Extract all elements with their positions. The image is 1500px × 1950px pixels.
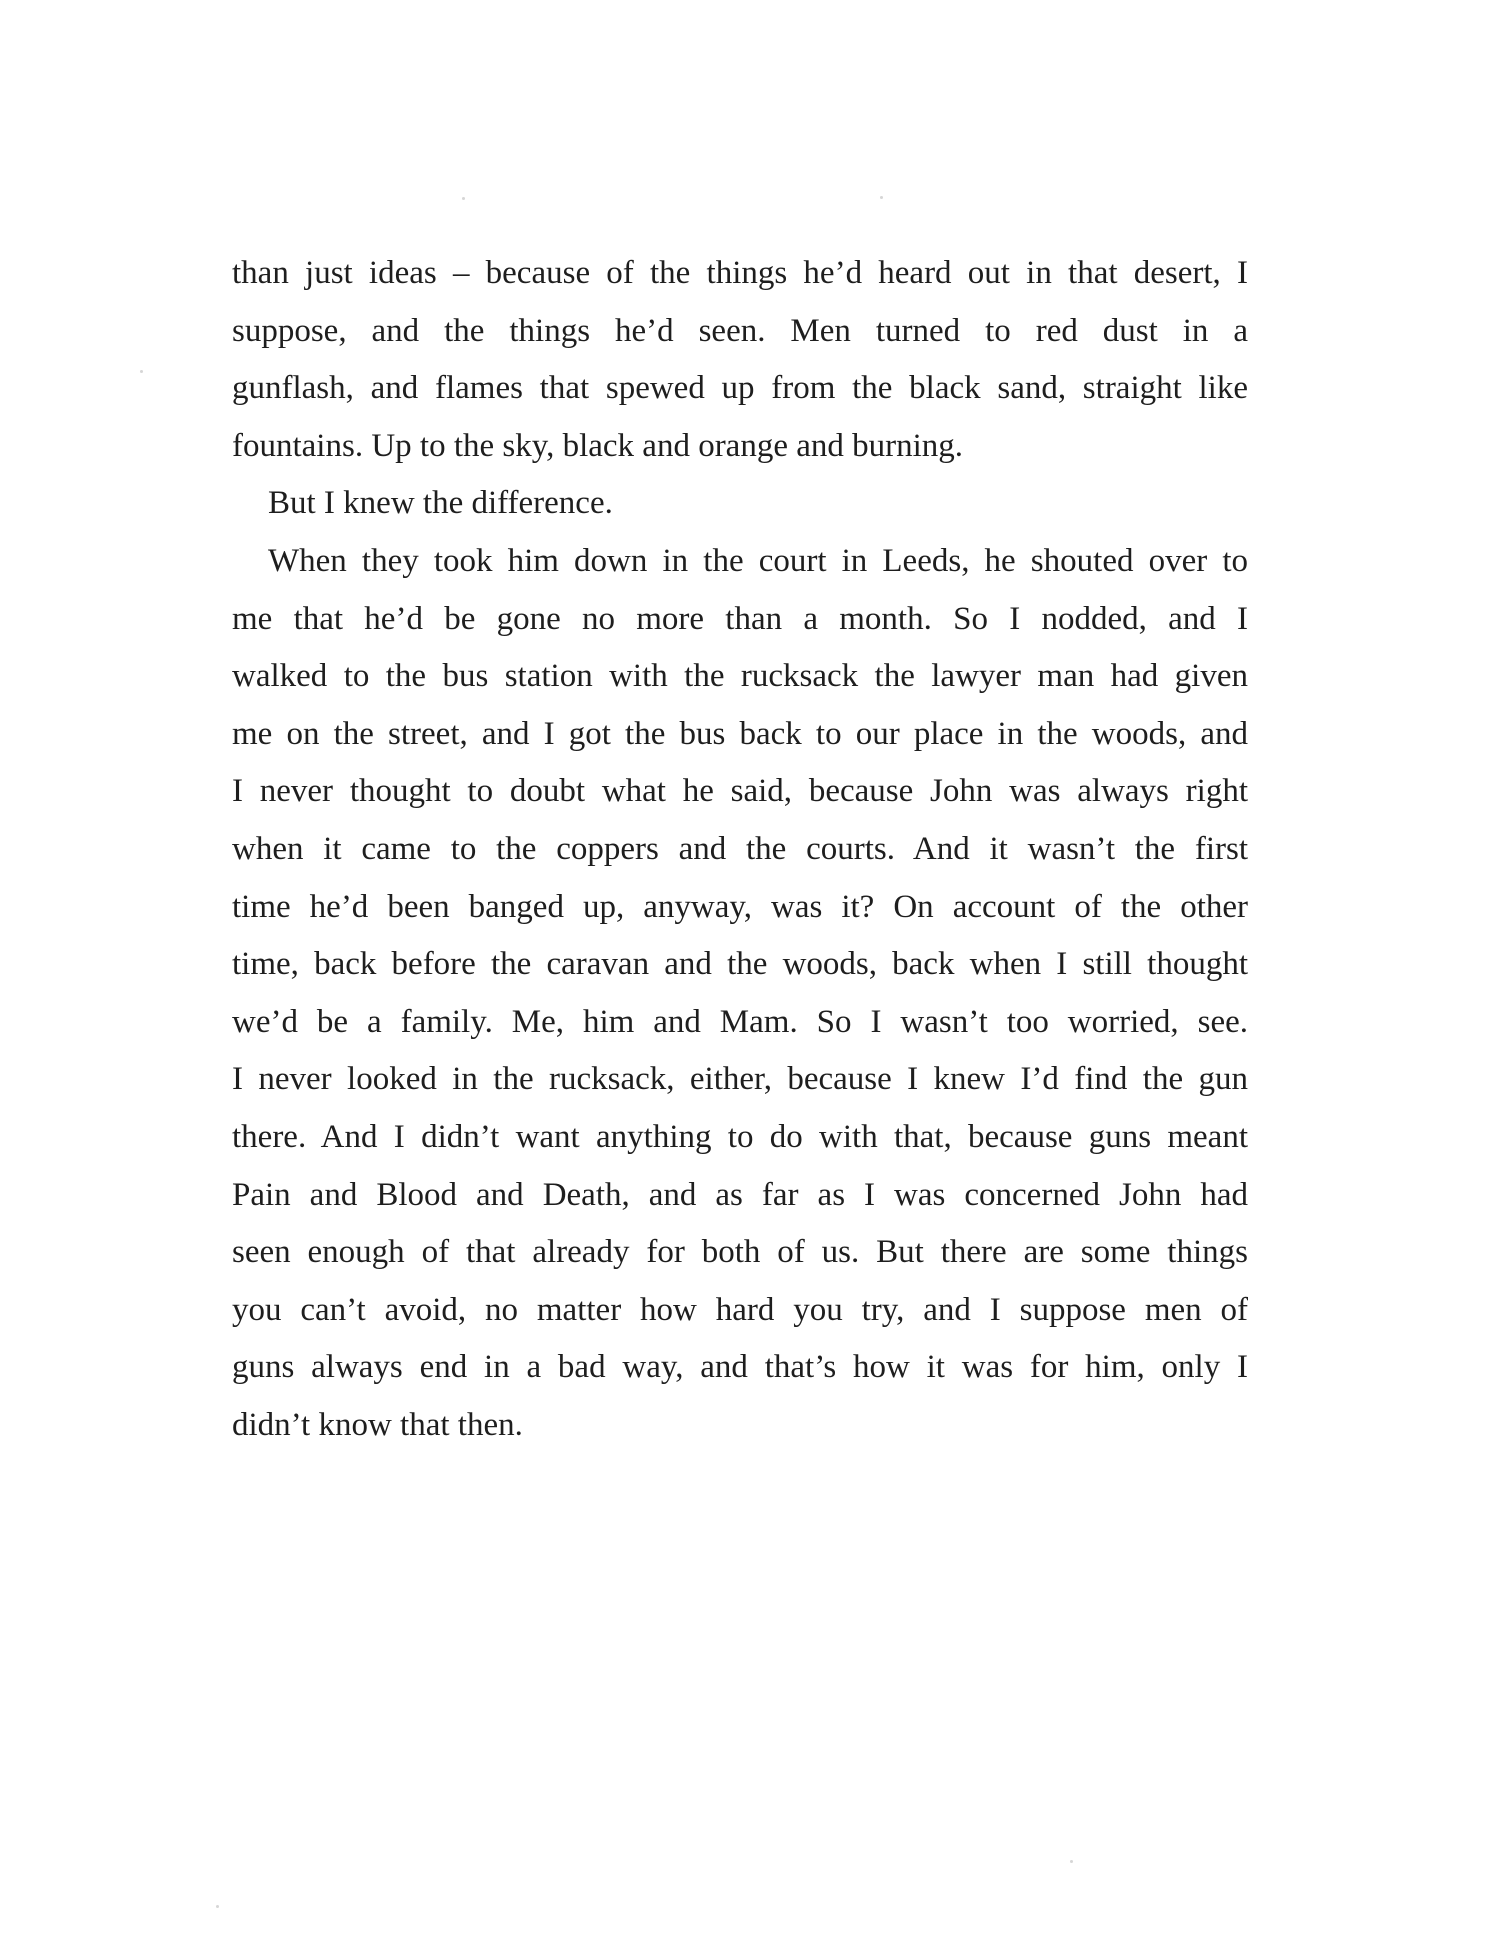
text-line: time, back before the caravan and the woods, back when I still thought bbox=[232, 946, 1248, 983]
text-line: you can’t avoid, no matter how hard you try, and I suppose men of bbox=[232, 1291, 1248, 1328]
text-line: gunflash, and flames that spewed up from the black sand, straight like bbox=[232, 370, 1248, 407]
text-line: But I knew the difference. bbox=[268, 485, 613, 522]
text-line: walked to the bus station with the rucksack the lawyer man had given bbox=[232, 658, 1248, 695]
scan-speck bbox=[880, 196, 883, 199]
scan-speck bbox=[216, 1905, 219, 1908]
text-line: seen enough of that already for both of us. But there are some things bbox=[232, 1234, 1248, 1271]
text-line: than just ideas – because of the things he’d heard out in that desert, I bbox=[232, 255, 1248, 291]
text-line: I never thought to doubt what he said, because John was always right bbox=[232, 773, 1248, 810]
scan-speck bbox=[462, 197, 465, 200]
text-line: Pain and Blood and Death, and as far as I was concerned John had bbox=[232, 1176, 1248, 1213]
text-line: there. And I didn’t want anything to do with that, because guns meant bbox=[232, 1118, 1248, 1155]
text-line: time he’d been banged up, anyway, was it? On account of the other bbox=[232, 888, 1248, 925]
text-line: guns always end in a bad way, and that’s how it was for him, only I bbox=[232, 1349, 1248, 1386]
text-line: when it came to the coppers and the courts. And it wasn’t the first bbox=[232, 830, 1248, 867]
text-line: we’d be a family. Me, him and Mam. So I wasn’t too worried, see. bbox=[232, 1003, 1248, 1040]
text-line: me that he’d be gone no more than a month. So I nodded, and I bbox=[232, 600, 1248, 637]
scan-speck bbox=[1070, 1860, 1073, 1863]
text-line: didn’t know that then. bbox=[232, 1406, 523, 1443]
text-line: me on the street, and I got the bus back to our place in the woods, and bbox=[232, 715, 1248, 752]
scan-speck bbox=[140, 370, 143, 373]
body-text bbox=[232, 245, 1248, 1454]
text-line: suppose, and the things he’d seen. Men turned to red dust in a bbox=[232, 312, 1248, 349]
text-line: fountains. Up to the sky, black and orange and burning. bbox=[232, 427, 964, 464]
text-line: When they took him down in the court in Leeds, he shouted over to bbox=[268, 542, 1248, 579]
text-line: I never looked in the rucksack, either, because I knew I’d find the gun bbox=[232, 1061, 1248, 1098]
